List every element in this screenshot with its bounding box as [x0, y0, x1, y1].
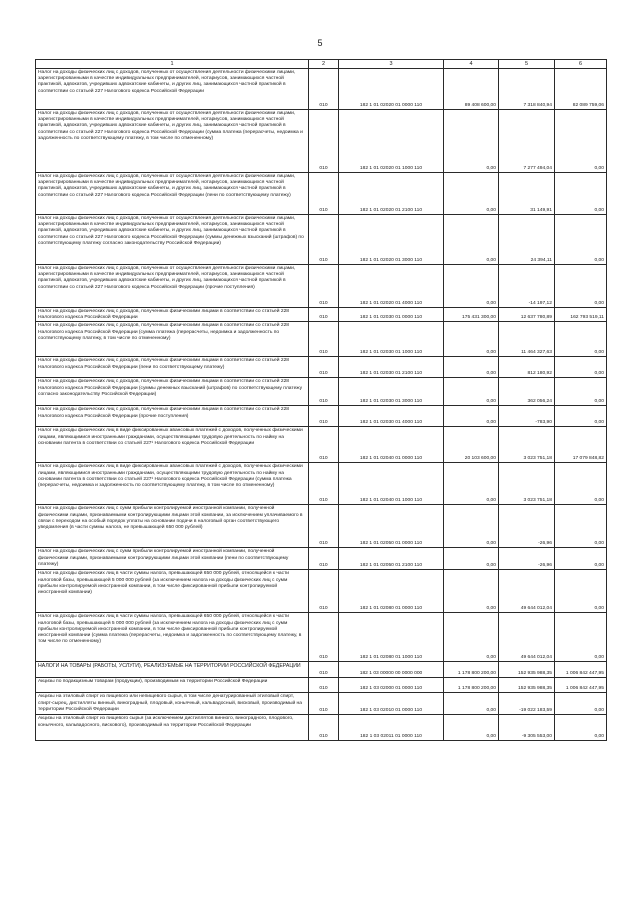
- row-line-code: 010: [309, 570, 339, 613]
- table-row: [36, 715, 607, 741]
- row-line-code: 010: [309, 265, 339, 308]
- row-remainder: 0,00: [555, 505, 607, 548]
- row-approved: 0,00: [444, 613, 499, 662]
- row-budget-code: 182 1 03 02010 01 0000 110: [339, 693, 444, 715]
- row-budget-code: 182 1 01 02030 01 2100 110: [339, 357, 444, 378]
- row-remainder: 0,00: [555, 173, 607, 215]
- row-executed: 812 180,92: [499, 357, 555, 378]
- row-budget-code: 182 1 01 02030 01 1000 110: [339, 322, 444, 357]
- table-row: [36, 548, 607, 570]
- row-budget-code: 182 1 01 02020 01 0000 110: [339, 69, 444, 110]
- row-budget-code: 182 1 01 02080 01 1000 110: [339, 613, 444, 662]
- row-approved: 0,00: [444, 570, 499, 613]
- row-approved: 0,00: [444, 406, 499, 427]
- table-row: [36, 678, 607, 693]
- row-line-code: 010: [309, 215, 339, 265]
- row-executed: 7 318 840,94: [499, 69, 555, 110]
- row-executed: 31 149,91: [499, 173, 555, 215]
- row-approved: 0,00: [444, 265, 499, 308]
- row-name: Налог на доходы физических лиц с доходов, полученных физическими лицами в соответствии со статьей 228 Налогового кодекса Российской Федерации: [36, 308, 309, 322]
- row-name: Налог на доходы физических лиц с доходов, полученных физическими лицами в соответствии со статьей 228 Налогового кодекса Российской Федерации (сумма платежа (перерасчеты, недоимка и задолженность по соответствующему платежу, в том числе по отмененному): [36, 322, 309, 357]
- table-row: [36, 265, 607, 308]
- row-name: Налог на доходы физических лиц с доходов, полученных от осуществления деятельности физическими лицами, зарегистрированными в качестве индивидуальных предпринимателей, нотариусов, занимающихся частной практикой, адвокатов, учредивших адвокатские кабинеты, и других лиц, занимающихся частной практикой в соответствии со статьей 227 Налогового кодекса Российской Федерации: [36, 69, 309, 110]
- row-remainder: 0,00: [555, 463, 607, 505]
- page-number: 5: [317, 38, 323, 48]
- table-row: [36, 110, 607, 173]
- row-budget-code: 182 1 01 02050 01 0000 110: [339, 505, 444, 548]
- row-budget-code: 182 1 03 02011 01 0000 110: [339, 715, 444, 741]
- table-row: [36, 378, 607, 406]
- row-line-code: 010: [309, 110, 339, 173]
- row-approved: 0,00: [444, 357, 499, 378]
- row-line-code: 010: [309, 505, 339, 548]
- row-approved: 0,00: [444, 110, 499, 173]
- row-remainder: 162 793 519,11: [555, 308, 607, 322]
- table-row: [36, 69, 607, 110]
- column-header: 4: [444, 60, 499, 69]
- row-approved: 0,00: [444, 693, 499, 715]
- row-budget-code: 182 1 01 02030 01 0000 110: [339, 308, 444, 322]
- row-approved: 1 178 800 200,00: [444, 662, 499, 678]
- column-number-row: [36, 60, 607, 69]
- row-remainder: 0,00: [555, 715, 607, 741]
- row-budget-code: 182 1 01 02040 01 0000 110: [339, 427, 444, 463]
- row-approved: 0,00: [444, 173, 499, 215]
- row-budget-code: 182 1 03 00000 00 0000 000: [339, 662, 444, 678]
- row-budget-code: 182 1 01 02050 01 2100 110: [339, 548, 444, 570]
- row-line-code: 010: [309, 715, 339, 741]
- row-name: Налог на доходы физических лиц в виде фиксированных авансовых платежей с доходов, полученных физическими лицами, являющимися иностранными гражданами, осуществляющими трудовую деятельность по найму на основании патента в соответствии со статьей 227¹ Налогового кодекса Российской Федерации (сумма платежа (перерасчеты, недоимка и задолженность по соответствующему платежу, в том числе по отмененному): [36, 463, 309, 505]
- row-remainder: 0,00: [555, 406, 607, 427]
- table-row: [36, 357, 607, 378]
- row-approved: 0,00: [444, 463, 499, 505]
- row-executed: -19 022 183,59: [499, 693, 555, 715]
- row-name: Акцизы по подакцизным товарам (продукции), производимым на территории Российской Федерации: [36, 678, 309, 693]
- row-budget-code: 182 1 01 02040 01 1000 110: [339, 463, 444, 505]
- row-line-code: 010: [309, 308, 339, 322]
- table-row: [36, 322, 607, 357]
- row-line-code: 010: [309, 406, 339, 427]
- row-line-code: 010: [309, 173, 339, 215]
- row-remainder: 0,00: [555, 693, 607, 715]
- row-approved: 0,00: [444, 715, 499, 741]
- revenue-table: [35, 59, 607, 741]
- row-approved: 0,00: [444, 322, 499, 357]
- row-executed: 49 644 012,04: [499, 570, 555, 613]
- column-header: 3: [339, 60, 444, 69]
- row-approved: 20 103 600,00: [444, 427, 499, 463]
- table-row: [36, 173, 607, 215]
- row-line-code: 010: [309, 69, 339, 110]
- row-executed: 152 935 988,35: [499, 678, 555, 693]
- row-name: НАЛОГИ НА ТОВАРЫ (РАБОТЫ, УСЛУГИ), РЕАЛИЗУЕМЫЕ НА ТЕРРИТОРИИ РОССИЙСКОЙ ФЕДЕРАЦИИ: [36, 662, 309, 678]
- row-remainder: 0,00: [555, 357, 607, 378]
- row-approved: 175 431 300,00: [444, 308, 499, 322]
- row-remainder: 0,00: [555, 548, 607, 570]
- row-line-code: 010: [309, 463, 339, 505]
- row-executed: 362 056,24: [499, 378, 555, 406]
- row-approved: 1 178 800 200,00: [444, 678, 499, 693]
- row-name: Налог на доходы физических лиц с доходов, полученных физическими лицами в соответствии со статьей 228 Налогового кодекса Российской Федерации (суммы денежных взысканий (штрафов) по соответствующему платежу согласно законодательству Российской Федерации): [36, 378, 309, 406]
- row-executed: 49 644 012,04: [499, 613, 555, 662]
- row-name: Налог на доходы физических лиц с доходов, полученных физическими лицами в соответствии со статьей 228 Налогового кодекса Российской Федерации (пени по соответствующему платежу): [36, 357, 309, 378]
- row-name: Налог на доходы физических лиц в части суммы налога, превышающей 650 000 рублей, относящейся к части налоговой базы, превышающей 5 000 000 рублей (за исключением налога на доходы физических лиц с сумм прибыли контролируемой иностранной компании, в том числе фиксированной прибыли контролируемой иностранной компании (сумма платежа (перерасчеты, недоимка и задолженность по соответствующему платежу, в том числе по отмененному): [36, 613, 309, 662]
- row-executed: 152 935 988,35: [499, 662, 555, 678]
- row-executed: 3 023 751,18: [499, 463, 555, 505]
- row-approved: 0,00: [444, 378, 499, 406]
- row-remainder: 17 079 848,82: [555, 427, 607, 463]
- row-name: Налог на доходы физических лиц с доходов, полученных от осуществления деятельности физическими лицами, зарегистрированными в качестве индивидуальных предпринимателей, нотариусов, занимающихся частной практикой, адвокатов, учредивших адвокатские кабинеты, и других лиц, занимающихся частной практикой в соответствии со статьей 227 Налогового кодекса Российской Федерации (прочие поступления): [36, 265, 309, 308]
- row-remainder: 82 089 759,06: [555, 69, 607, 110]
- row-remainder: 0,00: [555, 110, 607, 173]
- row-remainder: 0,00: [555, 322, 607, 357]
- row-name: Налог на доходы физических лиц с доходов, полученных от осуществления деятельности физическими лицами, зарегистрированными в качестве индивидуальных предпринимателей, нотариусов, занимающихся частной практикой, адвокатов, учредивших адвокатские кабинеты, и других лиц, занимающихся частной практикой в соответствии со статьей 227 Налогового кодекса Российской Федерации (сумма платежа (перерасчеты, недоимка и задолженность по соответствующему платежу, в том числе по отмененному): [36, 110, 309, 173]
- row-executed: 7 277 494,04: [499, 110, 555, 173]
- row-executed: -783,90: [499, 406, 555, 427]
- table-row: [36, 693, 607, 715]
- row-name: Налог на доходы физических лиц с доходов, полученных от осуществления деятельности физическими лицами, зарегистрированными в качестве индивидуальных предпринимателей, нотариусов, занимающихся частной практикой, адвокатов, учредивших адвокатские кабинеты, и других лиц, занимающихся частной практикой в соответствии со статьей 227 Налогового кодекса Российской Федерации (суммы денежных взысканий (штрафов) по соответствующему платежу согласно законодательству Российской Федерации): [36, 215, 309, 265]
- row-executed: 3 023 751,18: [499, 427, 555, 463]
- column-header: 6: [555, 60, 607, 69]
- table-row: [36, 215, 607, 265]
- row-budget-code: 182 1 01 02080 01 0000 110: [339, 570, 444, 613]
- row-executed: -26,96: [499, 505, 555, 548]
- row-name: Налог на доходы физических лиц с сумм прибыли контролируемой иностранной компании, полученной физическими лицами, признаваемыми контролирующими лицами этой компании, за исключением уплачиваемого в связи с переходом на особый порядок уплаты на основании подачи в налоговый орган соответствующего уведомления (в части суммы налога, не превышающей 650 000 рублей): [36, 505, 309, 548]
- row-remainder: 0,00: [555, 378, 607, 406]
- row-executed: 12 637 780,89: [499, 308, 555, 322]
- row-approved: 0,00: [444, 548, 499, 570]
- row-budget-code: 182 1 03 02000 01 0000 110: [339, 678, 444, 693]
- row-remainder: 0,00: [555, 265, 607, 308]
- row-line-code: 010: [309, 693, 339, 715]
- row-line-code: 010: [309, 678, 339, 693]
- row-line-code: 010: [309, 613, 339, 662]
- row-name: Налог на доходы физических лиц с сумм прибыли контролируемой иностранной компании, полученной физическими лицами, признаваемыми контролирующими лицами этой компании (пени по соответствующему платежу): [36, 548, 309, 570]
- row-name: Налог на доходы физических лиц с доходов, полученных от осуществления деятельности физическими лицами, зарегистрированными в качестве индивидуальных предпринимателей, нотариусов, занимающихся частной практикой, адвокатов, учредивших адвокатские кабинеты, и других лиц, занимающихся частной практикой в соответствии со статьей 227 Налогового кодекса Российской Федерации (пени по соответствующему платежу): [36, 173, 309, 215]
- row-executed: 11 464 327,63: [499, 322, 555, 357]
- row-remainder: 0,00: [555, 570, 607, 613]
- row-budget-code: 182 1 01 02030 01 4000 110: [339, 406, 444, 427]
- row-line-code: 010: [309, 357, 339, 378]
- row-remainder: 0,00: [555, 215, 607, 265]
- row-budget-code: 182 1 01 02020 01 3000 110: [339, 215, 444, 265]
- row-name: Налог на доходы физических лиц в виде фиксированных авансовых платежей с доходов, полученных физическими лицами, являющимися иностранными гражданами, осуществляющими трудовую деятельность по найму на основании патента в соответствии со статьей 227¹ Налогового кодекса Российской Федерации: [36, 427, 309, 463]
- row-approved: 89 408 600,00: [444, 69, 499, 110]
- row-executed: -26,96: [499, 548, 555, 570]
- row-budget-code: 182 1 01 02020 01 1000 110: [339, 110, 444, 173]
- column-header: 5: [499, 60, 555, 69]
- table-row: [36, 406, 607, 427]
- row-line-code: 010: [309, 662, 339, 678]
- row-approved: 0,00: [444, 505, 499, 548]
- row-executed: -9 305 553,00: [499, 715, 555, 741]
- row-name: Акцизы на этиловый спирт из пищевого или непищевого сырья, в том числе денатурированный этиловый спирт, спирт-сырец, дистилляты винный, виноградный, плодовый, коньячный, кальвадосный, висковый, производимый на территории Российской Федерации: [36, 693, 309, 715]
- table-row: [36, 613, 607, 662]
- row-name: Акцизы на этиловый спирт из пищевого сырья (за исключением дистиллятов винного, виноградного, плодового, коньячного, кальвадосного, вискового), производимый на территории Российской Федерации: [36, 715, 309, 741]
- row-executed: -14 197,12: [499, 265, 555, 308]
- row-line-code: 010: [309, 427, 339, 463]
- column-header: 2: [309, 60, 339, 69]
- row-remainder: 0,00: [555, 613, 607, 662]
- row-remainder: 1 006 842 447,95: [555, 678, 607, 693]
- table-row: [36, 570, 607, 613]
- table-row: [36, 308, 607, 322]
- row-executed: 24 394,11: [499, 215, 555, 265]
- row-line-code: 010: [309, 378, 339, 406]
- row-name: Налог на доходы физических лиц с доходов, полученных физическими лицами в соответствии со статьей 228 Налогового кодекса Российской Федерации (прочие поступления): [36, 406, 309, 427]
- row-remainder: 1 006 842 447,95: [555, 662, 607, 678]
- table-row: [36, 427, 607, 463]
- table-row: [36, 463, 607, 505]
- row-budget-code: 182 1 01 02030 01 3000 110: [339, 378, 444, 406]
- row-budget-code: 182 1 01 02020 01 4000 110: [339, 265, 444, 308]
- table-row: [36, 505, 607, 548]
- column-header: 1: [36, 60, 309, 69]
- row-line-code: 010: [309, 548, 339, 570]
- row-budget-code: 182 1 01 02020 01 2100 110: [339, 173, 444, 215]
- table-row: [36, 662, 607, 678]
- row-approved: 0,00: [444, 215, 499, 265]
- row-line-code: 010: [309, 322, 339, 357]
- row-name: Налог на доходы физических лиц в части суммы налога, превышающей 650 000 рублей, относящейся к части налоговой базы, превышающей 5 000 000 рублей (за исключением налога на доходы физических лиц с сумм прибыли контролируемой иностранной компании, в том числе фиксированной прибыли контролируемой иностранной компании): [36, 570, 309, 613]
